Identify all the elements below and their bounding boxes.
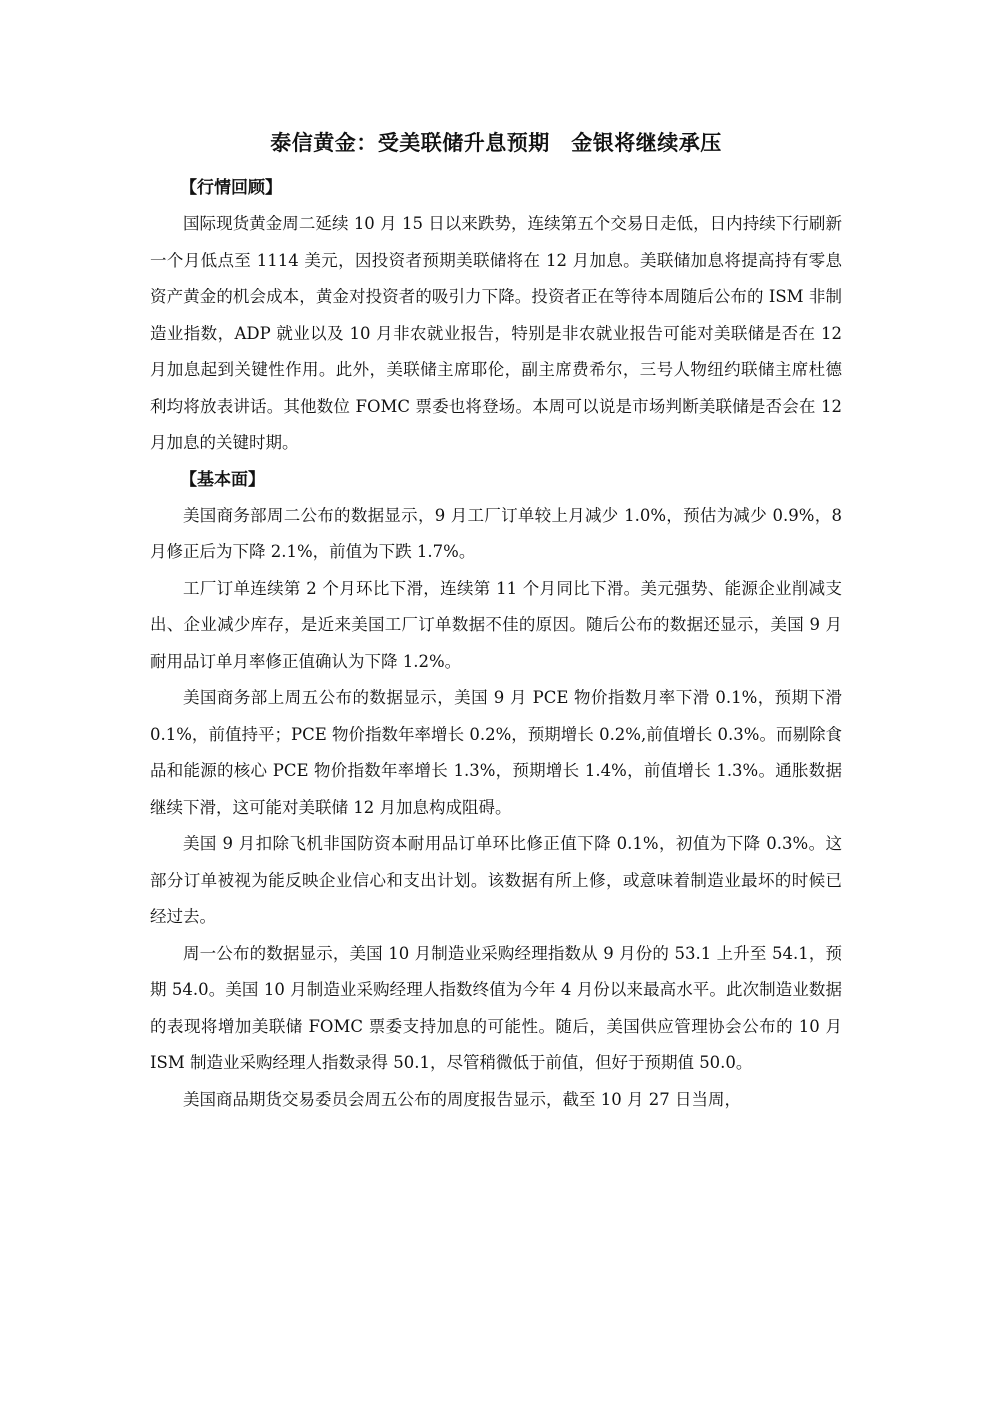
section-fundamentals xyxy=(150,462,842,1119)
paragraph-factory-orders-decline: 工厂订单连续第 2 个月环比下滑，连续第 11 个月同比下滑。美元强势、能源企业削减支出、企业减少库存，是近来美国工厂订单数据不佳的原因。随后公布的数据还显示，美国 9 月耐用品订单月率修正值确认为下降 1.2%。 xyxy=(150,578,842,671)
document-page xyxy=(150,128,842,1118)
paragraph-manufacturing-pmi: 周一公布的数据显示，美国 10 月制造业采购经理指数从 9 月份的 53.1 上升至 54.1，预期 54.0。美国 10 月制造业采购经理人指数终值为今年 4 月份以来最高水平。此次制造业数据的表现将增加美联储 FOMC 票委支持加息的可能性。随后，美国供应管理协会公布的 10 月 ISM 制造业采购经理人指数录得 50.1，尽管稍微低于前值，但好于预期值 50.0。 xyxy=(150,943,842,1072)
section-market-review xyxy=(150,170,842,462)
paragraph-market-review: 国际现货黄金周二延续 10 月 15 日以来跌势，连续第五个交易日走低，日内持续下行刷新一个月低点至 1114 美元，因投资者预期美联储将在 12 月加息。美联储加息将提高持有零息资产黄金的机会成本，黄金对投资者的吸引力下降。投资者正在等待本周随后公布的 ISM 非制造业指数，ADP 就业以及 10 月非农就业报告，特别是非农就业报告可能对美联储是否在 12 月加息起到关键性作用。此外，美联储主席耶伦，副主席费希尔，三号人物纽约联储主席杜德利均将放表讲话。其他数位 FOMC 票委也将登场。本周可以说是市场判断美联储是否会在 12 月加息的关键时期。 xyxy=(150,214,842,452)
paragraph-factory-orders: 美国商务部周二公布的数据显示，9 月工厂订单较上月减少 1.0%，预估为减少 0.9%，8 月修正后为下降 2.1%，前值为下跌 1.7%。 xyxy=(150,505,842,561)
paragraph-capital-goods-orders: 美国 9 月扣除飞机非国防资本耐用品订单环比修正值下降 0.1%，初值为下降 0.3%。这部分订单被视为能反映企业信心和支出计划。该数据有所上修，或意味着制造业最坏的时候已经过去。 xyxy=(150,834,842,926)
section-heading-market-review: 【行情回顾】 xyxy=(180,178,282,198)
paragraph-cftc-report: 美国商品期货交易委员会周五公布的周度报告显示，截至 10 月 27 日当周， xyxy=(183,1089,741,1109)
document-title: 泰信黄金：受美联储升息预期 金银将继续承压 xyxy=(270,131,722,155)
paragraph-pce-index: 美国商务部上周五公布的数据显示，美国 9 月 PCE 物价指数月率下滑 0.1%，预期下滑 0.1%，前值持平；PCE 物价指数年率增长 0.2%，预期增长 0.2%,前值增长 0.3%。而剔除食品和能源的核心 PCE 物价指数年率增长 1.3%，预期增长 1.4%，前值增长 1.3%。通胀数据继续下滑，这可能对美联储 12 月加息构成阻碍。 xyxy=(150,688,842,817)
section-heading-fundamentals: 【基本面】 xyxy=(180,469,265,490)
